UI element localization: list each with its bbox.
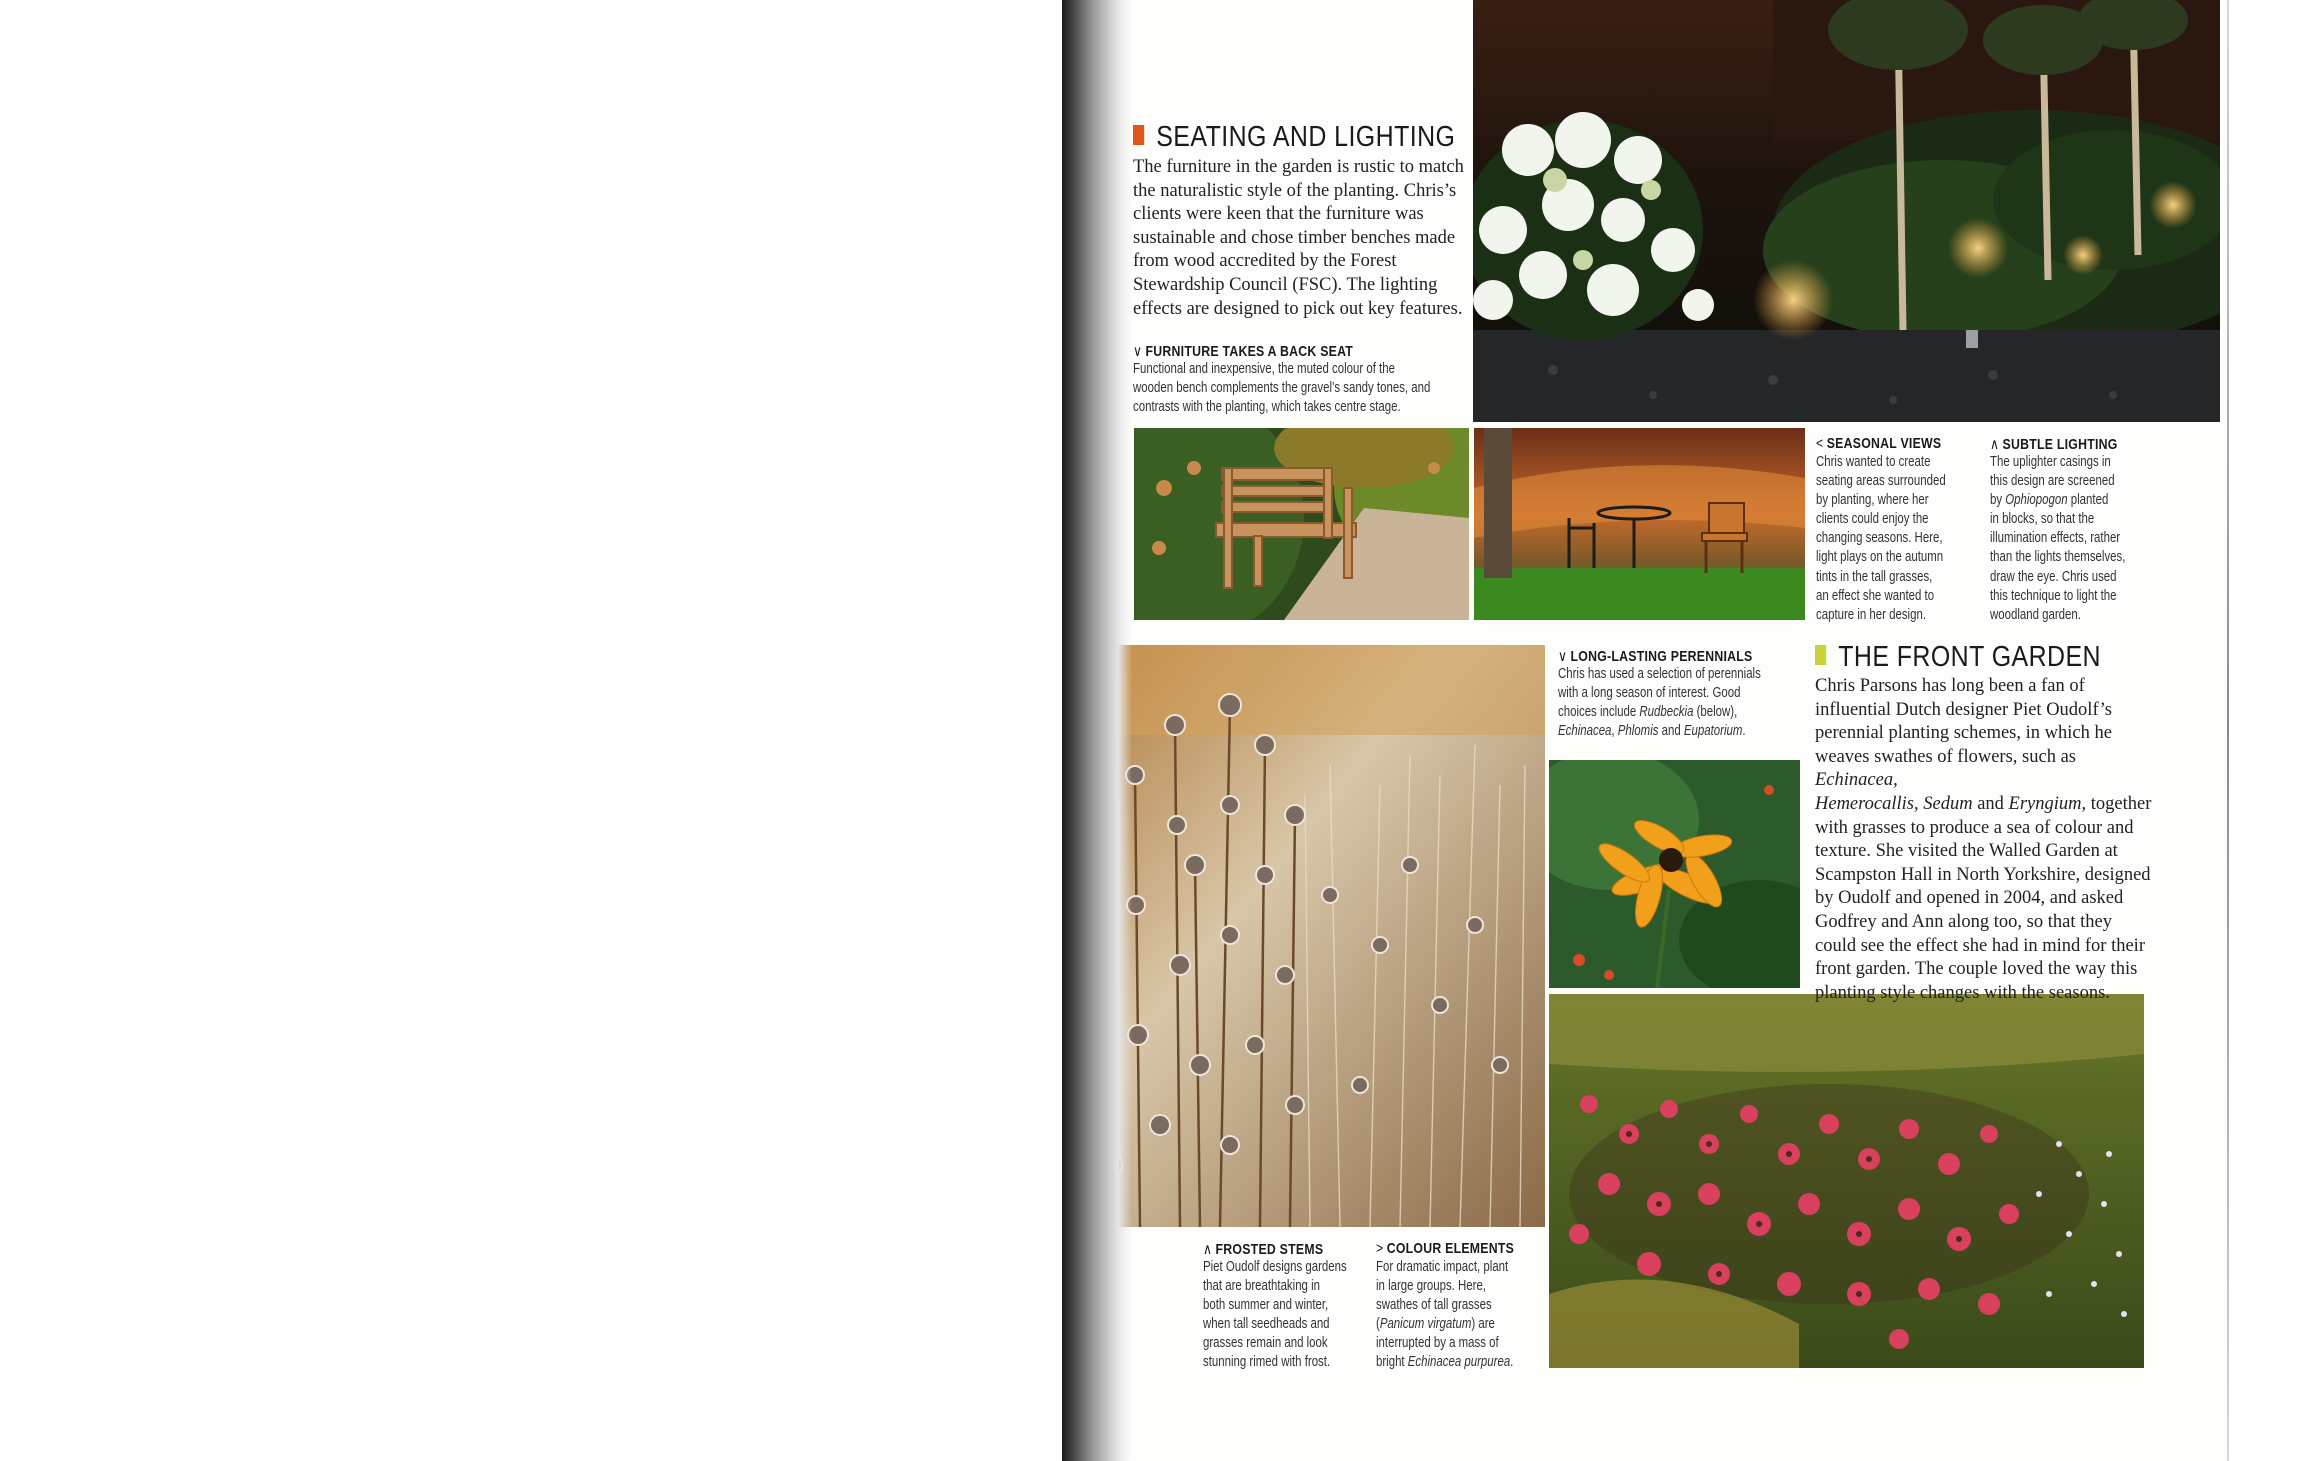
orange-square-marker <box>1133 125 1144 145</box>
caption-subtle-title: ∧ SUBTLE LIGHTING <box>1990 436 2118 453</box>
caption-perennials-text: Chris has used a selection of perennials with a long season of interest. Good choices include Rudbeckia (below), Echinacea, Phlomis and Eupatorium. <box>1558 666 1761 740</box>
chevron-down-icon: ∨ <box>1558 648 1568 665</box>
chevron-up-icon: ∧ <box>1990 436 2000 453</box>
heading-seating-lighting <box>1133 121 1455 154</box>
front-garden-body-text: Chris Parsons has long been a fan of influential Dutch designer Piet Oudolf’s perennial planting schemes, in which he weaves swathes of flowers, such as Echinacea, Hemerocallis, Sedum and Eryngium, together with grasses to produce a sea of colour and texture. She visited the Walled Garden at Scampston Hall in North Yorkshire, designed by Oudolf and opened in 2004, and asked Godfrey and Ann along too, so that they could see the effect she had in mind for their front garden. The couple loved the way this planting style changes with the seasons. <box>1815 676 2152 1003</box>
heading-front-garden <box>1815 641 2101 674</box>
photo-night-lighting <box>1473 0 2220 422</box>
chevron-down-icon: ∨ <box>1133 343 1143 360</box>
caption-frosted-title: ∧ FROSTED STEMS <box>1203 1241 1324 1258</box>
photo-seating-autumn <box>1474 428 1805 620</box>
photo-frosted-stems <box>1080 645 1545 1227</box>
photo-bench <box>1134 428 1469 620</box>
caption-colour-text: For dramatic impact, plant in large groups. Here, swathes of tall grasses (Panicum virgatum) are interrupted by a mass of bright Echinacea purpurea. <box>1376 1259 1514 1371</box>
lime-square-marker <box>1815 645 1826 665</box>
page-edge <box>2227 0 2229 1461</box>
chevron-up-icon: ∧ <box>1203 1241 1213 1258</box>
caption-seasonal-title: < SEASONAL VIEWS <box>1816 435 1942 452</box>
photo-rudbeckia <box>1549 760 1800 988</box>
caption-colour-title: > COLOUR ELEMENTS <box>1376 1240 1515 1257</box>
caption-subtle-text: The uplighter casings in this design are screened by Ophiopogon planted in blocks, so that the illumination effects, rather than the lights themselves, draw the eye. Chris used this technique to light the woodland garden. <box>1990 454 2126 623</box>
caption-perennials-title: ∨ LONG-LASTING PERENNIALS <box>1558 648 1753 665</box>
caption-frosted-text: Piet Oudolf designs gardens that are breathtaking in both summer and winter, when tall seedheads and grasses remain and look stunning rimed with frost. <box>1203 1259 1347 1371</box>
heading-front-text: THE FRONT GARDEN <box>1838 641 2101 673</box>
chevron-left-icon: < <box>1816 435 1824 452</box>
photo-echinacea <box>1549 994 2144 1368</box>
caption-furniture-title: ∨ FURNITURE TAKES A BACK SEAT <box>1133 343 1354 360</box>
book-spine-shadow <box>1062 0 1132 1461</box>
heading-seating-text: SEATING AND LIGHTING <box>1156 121 1456 153</box>
seating-body-text: The furniture in the garden is rustic to match the naturalistic style of the planting. Chris’s clients were keen that the furniture was sustainable and chose timber benches made from wood accredited by the Forest Stewardship Council (FSC). The lighting effects are designed to pick out key features. <box>1133 157 1464 319</box>
caption-seasonal-text: Chris wanted to create seating areas surrounded by planting, where her clients could enjoy the changing seasons. Here, light plays on the autumn tints in the tall grasses, an effect she wanted to capture in her design. <box>1816 454 1946 623</box>
chevron-right-icon: > <box>1376 1240 1384 1257</box>
caption-furniture-text: Functional and inexpensive, the muted colour of the wooden bench complements the gravel’s sandy tones, and contrasts with the planting, which takes centre stage. <box>1133 361 1431 416</box>
